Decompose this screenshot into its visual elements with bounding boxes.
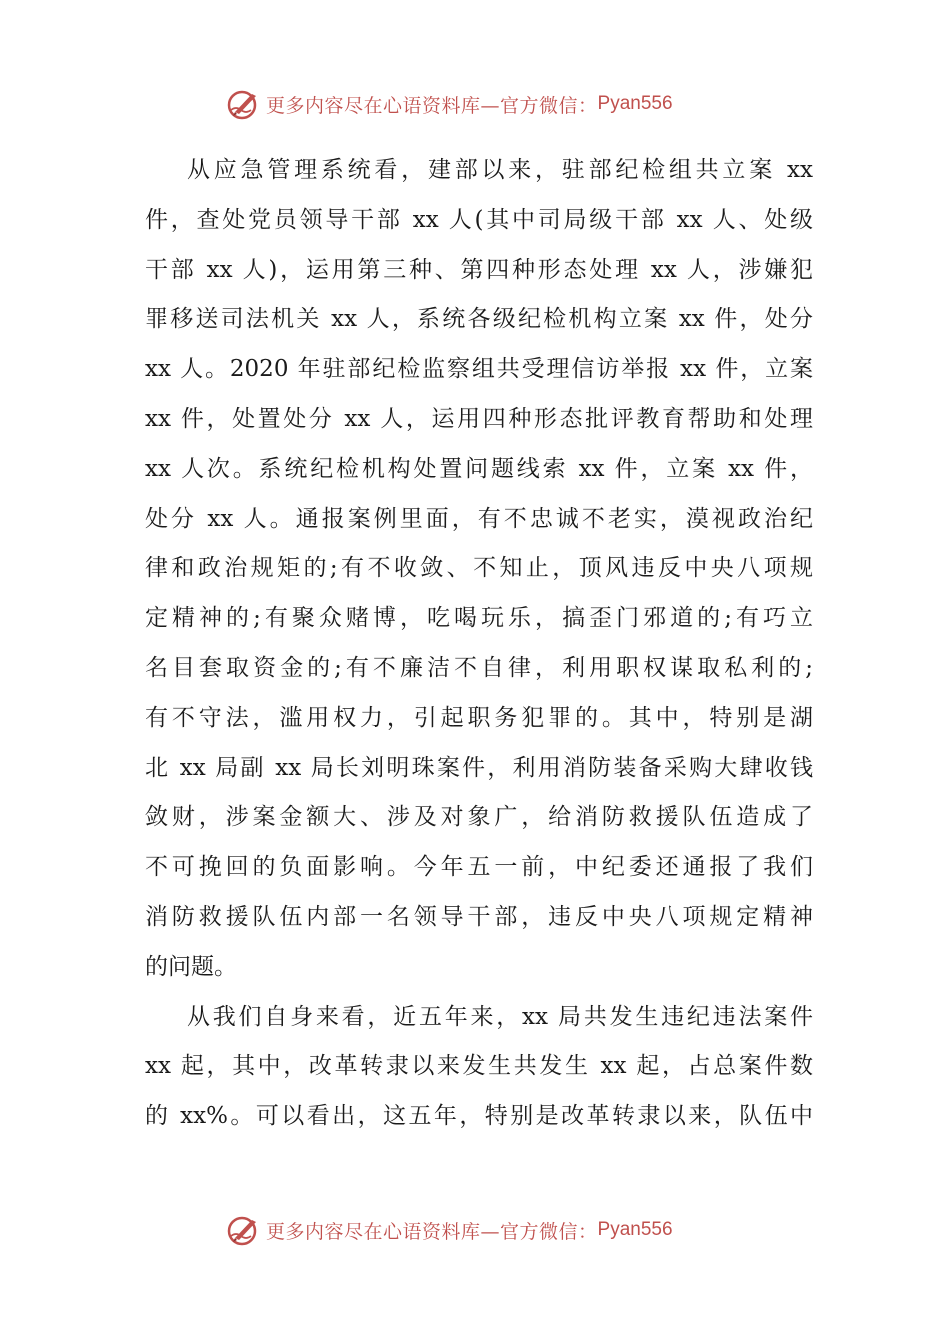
document-body: [145, 146, 813, 1142]
banner-wechat-id: Pyan556: [597, 93, 673, 114]
text-line: 北 xx 局副 xx 局长刘明珠案件，利用消防装备采购大肆收钱: [145, 754, 813, 781]
pen-logo-icon: [226, 1212, 262, 1248]
text-line: 消防救援队伍内部一名领导干部，违反中央八项规定精神: [145, 903, 813, 930]
text-line: 件，查处党员领导干部 xx 人(其中司局级干部 xx 人、处级: [145, 206, 813, 233]
paragraph-1: [145, 146, 813, 993]
header-watermark-banner: [226, 84, 746, 124]
banner-text: 更多内容尽在心语资料库—官方微信：: [266, 94, 598, 117]
text-line: 处分 xx 人。通报案例里面，有不忠诚不老实，漠视政治纪: [145, 505, 813, 532]
text-line: xx 人。2020 年驻部纪检监察组共受理信访举报 xx 件，立案: [145, 356, 813, 383]
text-line: 律和政治规矩的;有不收敛、不知止，顶风违反中央八项规: [145, 555, 813, 582]
text-line: 定精神的;有聚众赌博，吃喝玩乐，搞歪门邪道的;有巧立: [145, 605, 813, 632]
text-line: 不可挽回的负面影响。今年五一前，中纪委还通报了我们: [145, 854, 813, 881]
text-line: 罪移送司法机关 xx 人，系统各级纪检机构立案 xx 件，处分: [145, 306, 813, 333]
text-line: 敛财，涉案金额大、涉及对象广，给消防救援队伍造成了: [145, 804, 813, 831]
text-line: 从我们自身来看，近五年来，xx 局共发生违纪违法案件: [187, 1003, 813, 1030]
footer-watermark-banner: [226, 1210, 746, 1250]
text-line: 干部 xx 人)，运用第三种、第四种形态处理 xx 人，涉嫌犯: [145, 256, 813, 283]
text-line: 名目套取资金的;有不廉洁不自律，利用职权谋取私利的;: [145, 654, 813, 681]
banner-text: 更多内容尽在心语资料库—官方微信：: [266, 1220, 598, 1243]
text-line: 从应急管理系统看，建部以来，驻部纪检组共立案 xx: [187, 157, 813, 183]
text-line: xx 人次。系统纪检机构处置问题线索 xx 件，立案 xx 件，: [145, 455, 813, 482]
banner-wechat-id: Pyan556: [597, 1219, 673, 1240]
text-line: 的 xx%。可以看出，这五年，特别是改革转隶以来，队伍中: [145, 1103, 813, 1130]
paragraph-2: [145, 993, 813, 1142]
text-line: 的问题。: [145, 953, 237, 980]
text-line: xx 件，处置处分 xx 人，运用四种形态批评教育帮助和处理: [145, 405, 813, 432]
pen-logo-icon: [226, 86, 262, 122]
text-line: 有不守法，滥用权力，引起职务犯罪的。其中，特别是湖: [145, 704, 813, 731]
text-line: xx 起，其中，改革转隶以来发生共发生 xx 起，占总案件数: [145, 1053, 813, 1080]
